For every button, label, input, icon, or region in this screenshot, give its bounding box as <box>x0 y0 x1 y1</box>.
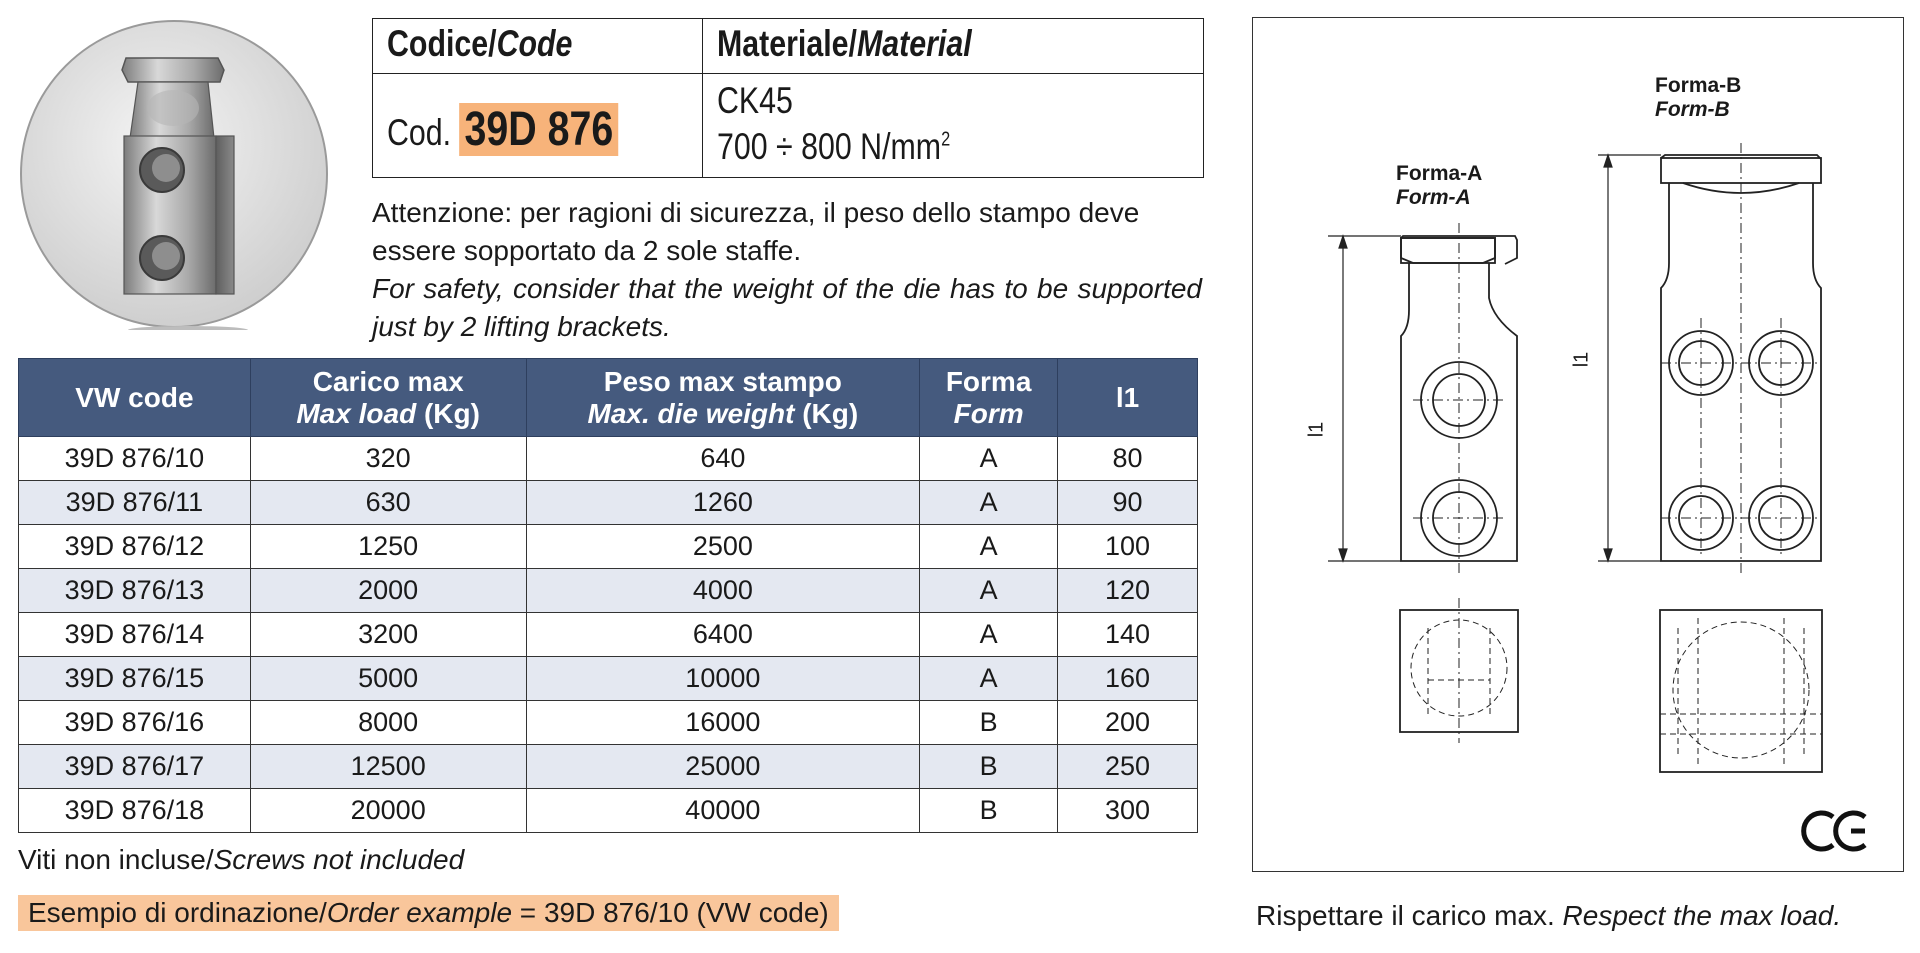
form-a-bottom-view <box>1400 598 1518 743</box>
material-strength: 700 ÷ 800 $N/mm^2$ <box>717 126 951 167</box>
form-a-centerlines <box>1413 223 1505 573</box>
table-header-row <box>19 359 1198 437</box>
col-form: Forma Form <box>920 359 1058 437</box>
table-row: 39D 876/17 12500 25000 B 250 <box>19 745 1198 789</box>
col-l1: l1 <box>1058 359 1198 437</box>
col-max-load: Carico max Max load (Kg) <box>250 359 526 437</box>
form-b-centerlines <box>1661 143 1821 573</box>
table-row: 39D 876/16 8000 16000 B 200 <box>19 701 1198 745</box>
code-value-line: Cod. 39D 876 <box>387 102 618 157</box>
form-b-dim-label: l1 <box>1570 351 1593 368</box>
form-a-dim-label: l1 <box>1305 421 1328 438</box>
safety-notice <box>372 194 1202 346</box>
form-a-label: Forma-A Form-A <box>1396 162 1483 209</box>
form-b-bottom-view <box>1660 610 1822 772</box>
code-value-cell <box>373 74 703 177</box>
material-header: Materiale/Material <box>717 23 972 64</box>
safety-notice-en: For safety, consider that the weight of the die has to be supported just by 2 lifting brackets. <box>372 273 1202 342</box>
code-header: Codice/Code <box>387 23 573 64</box>
screws-note: Viti non incluse/Screws not included <box>18 844 465 875</box>
col-die-weight: Peso max stampo Max. die weight (Kg) <box>526 359 920 437</box>
col-vw-code: VW code <box>19 359 251 437</box>
code-value: 39D 876 <box>460 103 619 156</box>
code-material-box <box>372 18 1204 178</box>
form-a-dimension <box>1328 236 1401 561</box>
material-value-cell <box>703 74 1203 177</box>
technical-drawing <box>1253 18 1903 871</box>
material-name: CK45 <box>717 80 793 121</box>
technical-drawing-panel <box>1252 17 1904 872</box>
safety-notice-it: Attenzione: per ragioni di sicurezza, il peso dello stampo deve essere sopportato da 2 sole staffe. <box>372 197 1140 266</box>
product-photo <box>18 18 330 330</box>
spec-table <box>18 358 1198 833</box>
table-row: 39D 876/10 320 640 A 80 <box>19 437 1198 481</box>
table-row: 39D 876/11 630 1260 A 90 <box>19 481 1198 525</box>
order-example: Esempio di ordinazione/Order example = 39D 876/10 (VW code) <box>18 895 839 931</box>
form-b-dimension <box>1598 155 1661 561</box>
table-row: 39D 876/15 5000 10000 A 160 <box>19 657 1198 701</box>
code-header-cell <box>373 19 703 74</box>
table-row: 39D 876/13 2000 4000 A 120 <box>19 569 1198 613</box>
respect-max-load-note: Rispettare il carico max. Respect the max load. <box>1256 900 1842 931</box>
table-row: 39D 876/14 3200 6400 A 140 <box>19 613 1198 657</box>
form-b-label: Forma-B Form-B <box>1655 74 1742 121</box>
table-row: 39D 876/18 20000 40000 B 300 <box>19 789 1198 833</box>
material-header-cell <box>703 19 1203 74</box>
ce-mark <box>1804 813 1865 849</box>
table-row: 39D 876/12 1250 2500 A 100 <box>19 525 1198 569</box>
